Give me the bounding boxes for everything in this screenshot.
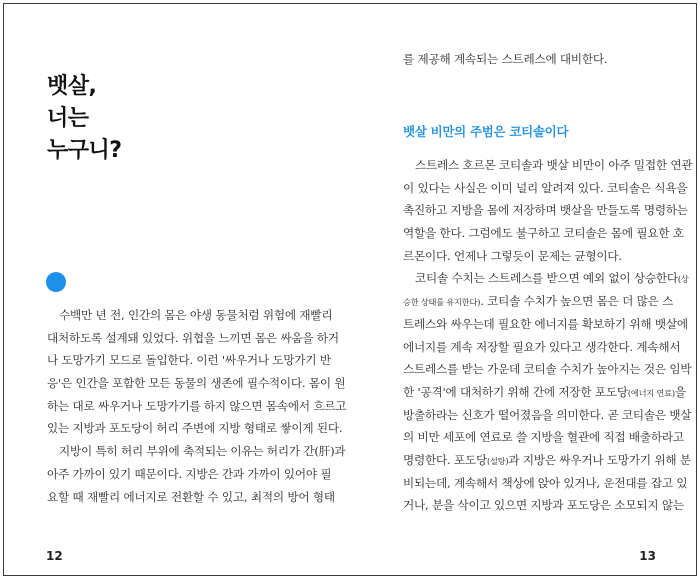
text-line: 방출하라는 신호가 떨어졌음을 의미한다. 곧 코티솔은 뱃살 — [403, 407, 692, 422]
section-heading: 뱃살 비만의 주범은 코티솔이다 — [403, 124, 569, 139]
chapter-title — [47, 71, 122, 167]
small-annotation: (설탕) — [486, 455, 509, 466]
text-line: 를 제공해 계속되는 스트레스에 대비한다. — [403, 52, 608, 66]
text-line: 스트레스 호르몬 코티솔과 뱃살 비만이 아주 밀접한 연관 — [415, 158, 693, 172]
text-line: 대처하도록 설계돼 있었다. 위협을 느끼면 몸은 싸움을 하거 — [47, 330, 339, 345]
right-page — [351, 4, 698, 575]
left-page — [4, 4, 351, 575]
text-line: 수백만 년 전, 인간의 몸은 야생 동물처럼 위험에 재빨리 — [59, 308, 333, 322]
text-line: 응'은 인간을 포함한 모든 동물의 생존에 필수적이다. 몸이 원 — [47, 376, 346, 391]
text-line: 촉진하고 지방을 몸에 저장하며 뱃살을 만들도록 명령하는 — [403, 203, 688, 218]
title-line-2: 너는 — [47, 106, 89, 131]
text-line: 르몬이다. 언제나 그렇듯이 문제는 균형이다. — [403, 248, 622, 263]
text-line: 한 '공격'에 대처하기 위해 간에 저장한 포도당(에너지 연료)을 — [403, 384, 686, 399]
text-line: 이 있다는 사실은 이미 널리 알려져 있다. 코티솔은 식욕을 — [403, 180, 688, 195]
text-line: 요할 때 재빨리 에너지로 전환할 수 있고, 최적의 방어 형태 — [47, 489, 335, 504]
text-line: 에너지를 계속 저장할 필요가 있다고 생각한다. 계속해서 — [403, 339, 681, 354]
text-line: 나 도망가기 모드로 돌입한다. 이런 '싸우거나 도망가기 반 — [47, 353, 331, 368]
text-line: 코티솔 수치는 스트레스를 받으면 예외 없이 상승한다(상 — [415, 271, 689, 286]
text-line: 하는 대로 싸우거나 도망가기를 하지 않으면 몸속에서 흐르고 — [47, 398, 347, 413]
text-line: 거나, 분을 삭이고 있으면 지방과 포도당은 소모되지 않는 — [403, 498, 684, 513]
small-annotation: (상 — [677, 274, 689, 285]
text-line: 의 비만 세포에 연료로 쓸 지방을 혈관에 직접 배출하라고 — [403, 430, 684, 445]
right-body-text — [403, 157, 693, 520]
text-line: 지방이 특히 허리 부위에 축적되는 이유는 허리가 간(肝)과 — [59, 444, 346, 459]
page-number-right: 13 — [639, 549, 656, 563]
text-line: 역할을 한다. 그럼에도 불구하고 코티솔은 몸에 필요한 호 — [403, 226, 684, 241]
text-line: 있는 지방과 포도당이 허리 주변에 지방 형태로 쌓이게 된다. — [47, 421, 343, 436]
text-line: 명령한다. 포도당(설탕)과 지방은 싸우거나 도망가기 위해 분 — [403, 452, 691, 467]
text-line: 스트레스를 받는 가운데 코티솔 수치가 높아지는 것은 임박 — [403, 362, 692, 377]
text-line: 아주 가까이 있기 때문이다. 지방은 간과 가까이 있어야 필 — [47, 466, 332, 481]
title-line-1: 뱃살, — [47, 74, 97, 99]
left-body-text — [47, 307, 347, 511]
blue-dot-bullet-icon — [46, 272, 66, 292]
small-annotation: 승한 상태를 유지한다) — [403, 297, 481, 308]
text-line: 트레스와 싸우는데 필요한 에너지를 확보하기 위해 뱃살에 — [403, 316, 688, 331]
text-line: 비되는데, 계속해서 책상에 앉아 있거나, 운전대를 잡고 있 — [403, 475, 688, 490]
page-number-left: 12 — [46, 549, 63, 563]
text-line: 승한 상태를 유지한다). 코티솔 수치가 높으면 몸은 더 많은 스 — [403, 294, 674, 309]
book-spread — [3, 3, 697, 576]
right-top-text — [403, 51, 665, 74]
title-line-3: 누구니? — [47, 138, 122, 163]
small-annotation: (에너지 연료) — [627, 387, 675, 398]
